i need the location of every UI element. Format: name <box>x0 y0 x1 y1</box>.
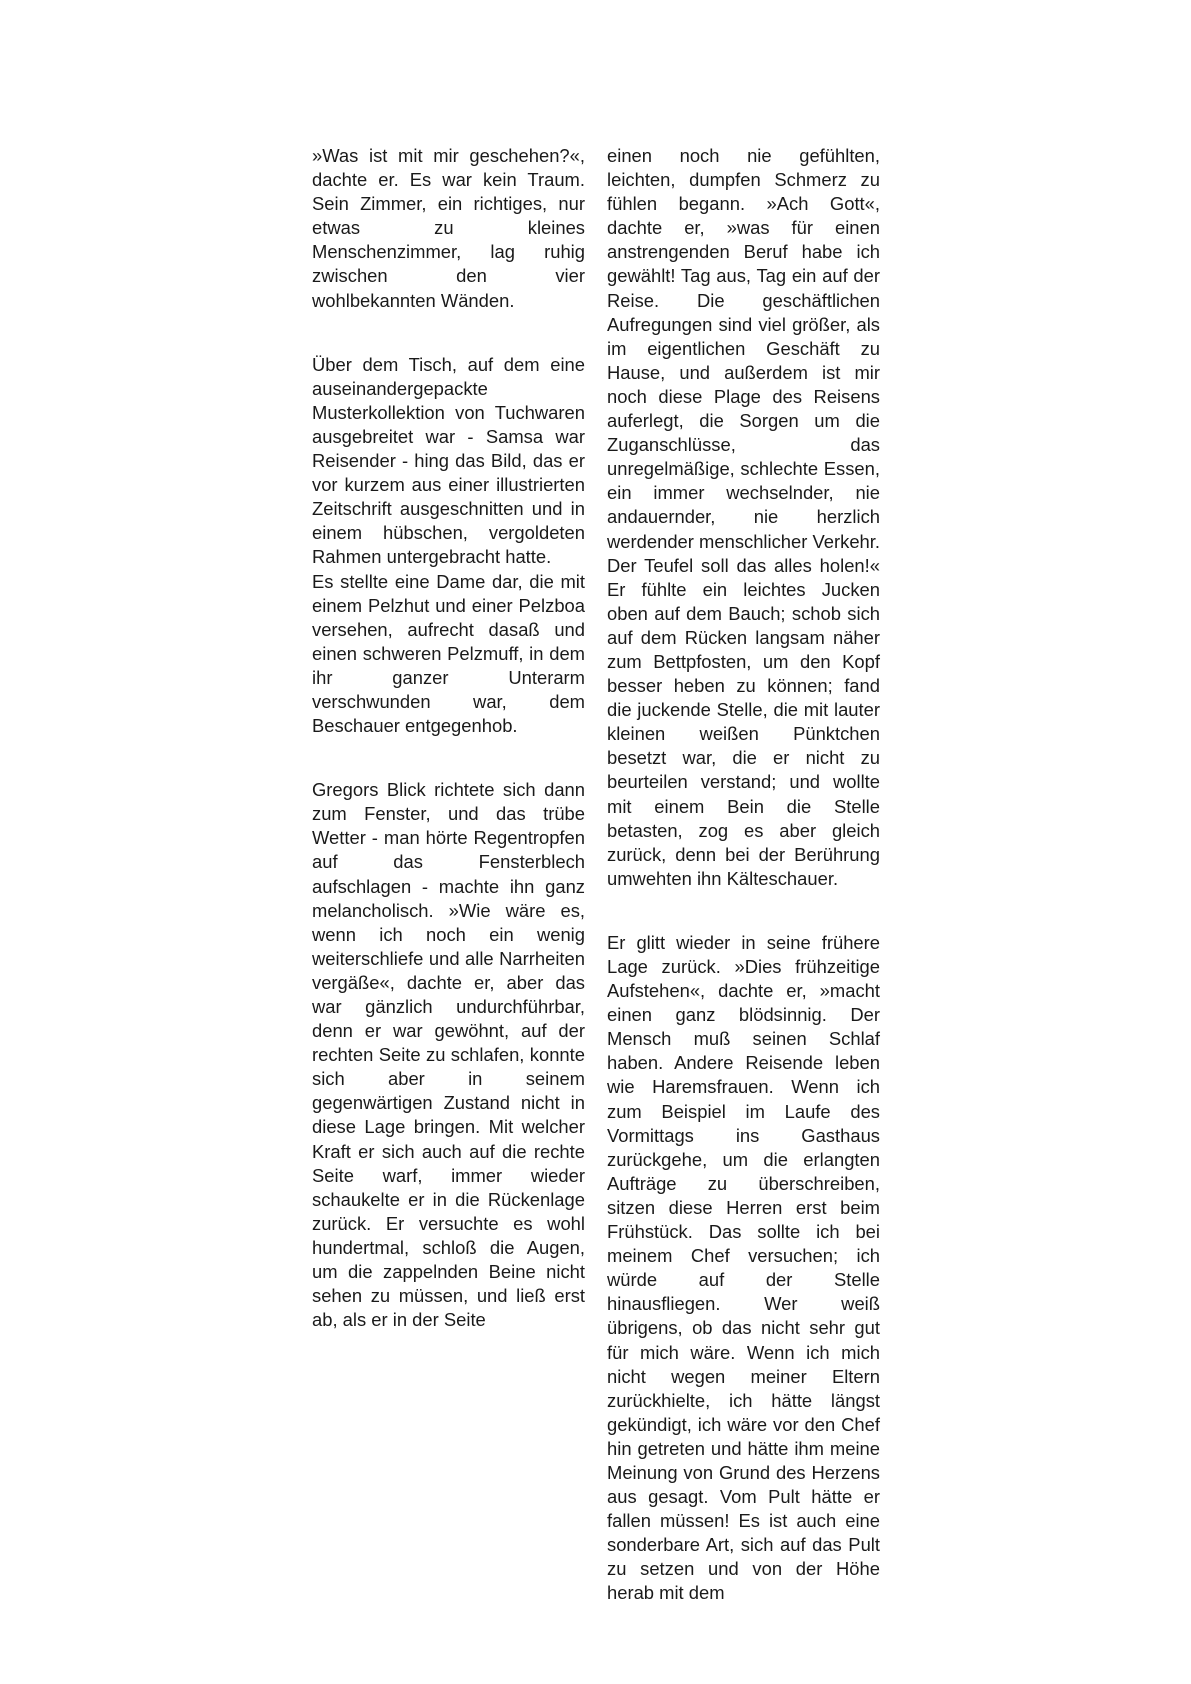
paragraph-awakening: »Was ist mit mir geschehen?«, dachte er. Es war kein Traum. Sein Zimmer, ein richtiges, nur etwas zu kleines Menschenzimmer, lag ruhig zwischen den vier wohlbekannten Wänden. <box>312 145 585 311</box>
paragraph-early-rising: Er glitt wieder in seine frühere Lage zurück. »Dies frühzeitige Aufstehen«, dachte er, »macht einen ganz blödsinnig. Der Mensch muß seinen Schlaf haben. Andere Reisende leben wie Haremsfrauen. Wenn ich zum Beispiel im Laufe des Vormittags ins Gasthaus zurückgehe, um die erlangten Aufträge zu überschreiben, sitzen diese Herren erst beim Frühstück. Das sollte ich bei meinem Chef versuchen; ich würde auf der Stelle hinausfliegen. Wer weiß übrigens, ob das nicht sehr gut für mich wäre. Wenn ich mich nicht wegen meiner Eltern zurückhielte, ich hätte längst gekündigt, ich wäre vor den Chef hin getreten und hätte ihm meine Meinung von Grund des Herzens aus gesagt. Vom Pult hätte er fallen müssen! Es ist auch eine sonderbare Art, sich auf das Pult zu setzen und von der Höhe herab mit dem <box>607 931 880 1604</box>
left-text-column <box>312 144 585 1332</box>
paragraph-picture: Über dem Tisch, auf dem eine auseinandergepackte Musterkollektion von Tuchwaren ausgebreitet war - Samsa war Reisender - hing das Bild, das er vor kurzem aus einer illustrierten Zeitschrift ausgeschnitten und in einem hübschen, vergoldeten Rahmen untergebracht hatte. <box>312 353 585 568</box>
paragraph-lady: Es stellte eine Dame dar, die mit einem Pelzhut und einer Pelzboa versehen, aufrecht dasaß und einen schweren Pelzmuff, in dem ihr ganzer Unterarm verschwunden war, dem Beschauer entgegenhob. <box>312 570 585 737</box>
paragraph-window: Gregors Blick richtete sich dann zum Fenster, und das trübe Wetter - man hörte Regentropfen auf das Fensterblech aufschlagen - machte ihn ganz melancholisch. »Wie wäre es, wenn ich noch ein wenig weiterschliefe und alle Narrheiten vergäße«, dachte er, aber das war gänzlich undurchführbar, denn er war gewöhnt, auf der rechten Seite zu schlafen, konnte sich aber in seinem gegenwärtigen Zustand nicht in diese Lage bringen. Mit welcher Kraft er sich auch auf die rechte Seite warf, immer wieder schaukelte er in die Rückenlage zurück. Er versuchte es wohl hundertmal, schloß die Augen, um die zappelnden Beine nicht sehen zu müssen, und ließ erst ab, als er in der Seite <box>312 779 585 1331</box>
paragraph-pain: einen noch nie gefühlten, leichten, dumpfen Schmerz zu fühlen begann. »Ach Gott«, dachte er, »was für einen anstrengenden Beruf habe ich gewählt! Tag aus, Tag ein auf der Reise. Die geschäftlichen Aufregungen sind viel größer, als im eigentlichen Geschäft zu Hause, und außerdem ist mir noch diese Plage des Reisens auferlegt, die Sorgen um die Zuganschlüsse, das unregelmäßige, schlechte Essen, ein immer wechselnder, nie andauernder, nie herzlich werdender menschlicher Verkehr. Der Teufel soll das alles holen!« Er fühlte ein leichtes Jucken oben auf dem Bauch; schob sich auf dem Rücken langsam näher zum Bettpfosten, um den Kopf besser heben zu können; fand die juckende Stelle, die mit lauter kleinen weißen Pünktchen besetzt war, die er nicht zu beurteilen verstand; und wollte mit einem Bein die Stelle betasten, zog es aber gleich zurück, denn bei der Berührung umwehten ihn Kälteschauer. <box>607 145 880 889</box>
right-text-column <box>607 144 880 1606</box>
